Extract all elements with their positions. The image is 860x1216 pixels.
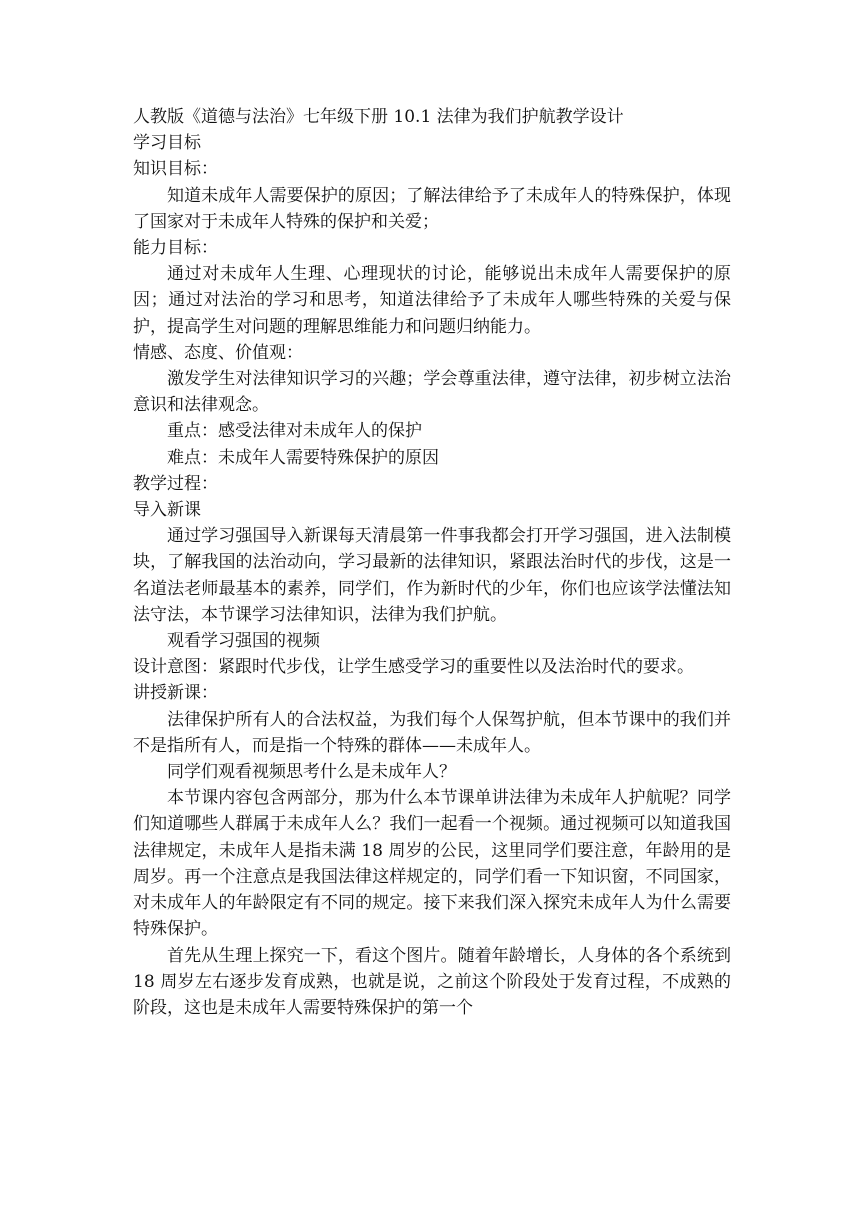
video-line: 观看学习强国的视频 <box>167 631 320 652</box>
emotion-goal-text: 激发学生对法律知识学习的兴趣；学会尊重法律，遵守法律，初步树立法治意识和法律观念。 <box>133 369 731 416</box>
emotion-goal-label: 情感、态度、价值观： <box>133 342 303 363</box>
lecture-paragraph-2: 同学们观看视频思考什么是未成年人？ <box>167 762 456 783</box>
intro-text: 通过学习强国导入新课每天清晨第一件事我都会打开学习强国，进入法制模块，了解我国的法治动向，学习最新的法律知识，紧跟法治时代的步伐，这是一名道法老师最基本的素养，同学们，作为新时代的少年，你们也应该学法懂法知法守法，本节课学习法律知识，法律为我们护航。 <box>133 526 731 625</box>
ability-goal-text: 通过对未成年人生理、心理现状的讨论，能够说出未成年人需要保护的原因；通过对法治的学习和思考，知道法律给予了未成年人哪些特殊的关爱与保护，提高学生对问题的理解思维能力和问题归纳能力。 <box>133 264 731 337</box>
document-title: 人教版《道德与法治》七年级下册 10.1 法律为我们护航教学设计 <box>133 107 624 127</box>
learning-goals-heading: 学习目标 <box>133 133 201 154</box>
lecture-paragraph-1: 法律保护所有人的合法权益，为我们每个人保驾护航，但本节课中的我们并不是指所有人，而是指一个特殊的群体——未成年人。 <box>133 709 731 756</box>
lecture-paragraph-3: 本节课内容包含两部分，那为什么本节课单讲法律为未成年人护航呢？同学们知道哪些人群属于未成年人么？我们一起看一个视频。通过视频可以知道我国法律规定，未成年人是指未满 18 周岁的公民，这里同学们要注意，年龄用的是周岁。再一个注意点是我国法律这样规定的，同学们看一下知识窗，不同国家，对未成年人的年龄限定有不同的规定。接下来我们深入探究未成年人为什么需要特殊保护。 <box>133 788 731 940</box>
intro-heading: 导入新课 <box>133 500 201 521</box>
knowledge-goal-label: 知识目标： <box>133 159 218 180</box>
design-intent: 设计意图：紧跟时代步伐，让学生感受学习的重要性以及法治时代的要求。 <box>133 657 694 678</box>
knowledge-goal-text: 知道未成年人需要保护的原因；了解法律给予了未成年人的特殊保护，体现了国家对于未成年人特殊的保护和关爱； <box>133 185 731 232</box>
ability-goal-label: 能力目标： <box>133 238 218 259</box>
difficult-point: 难点：未成年人需要特殊保护的原因 <box>167 447 439 468</box>
lecture-heading: 讲授新课： <box>133 683 218 704</box>
process-heading: 教学过程： <box>133 473 218 494</box>
document-body <box>133 104 731 1021</box>
key-point: 重点：感受法律对未成年人的保护 <box>167 421 422 442</box>
lecture-paragraph-4: 首先从生理上探究一下，看这个图片。随着年龄增长，人身体的各个系统到 18 周岁左右逐步发育成熟，也就是说，之前这个阶段处于发育过程，不成熟的阶段，这也是未成年人需要特殊保护的第一个 <box>133 945 731 1018</box>
